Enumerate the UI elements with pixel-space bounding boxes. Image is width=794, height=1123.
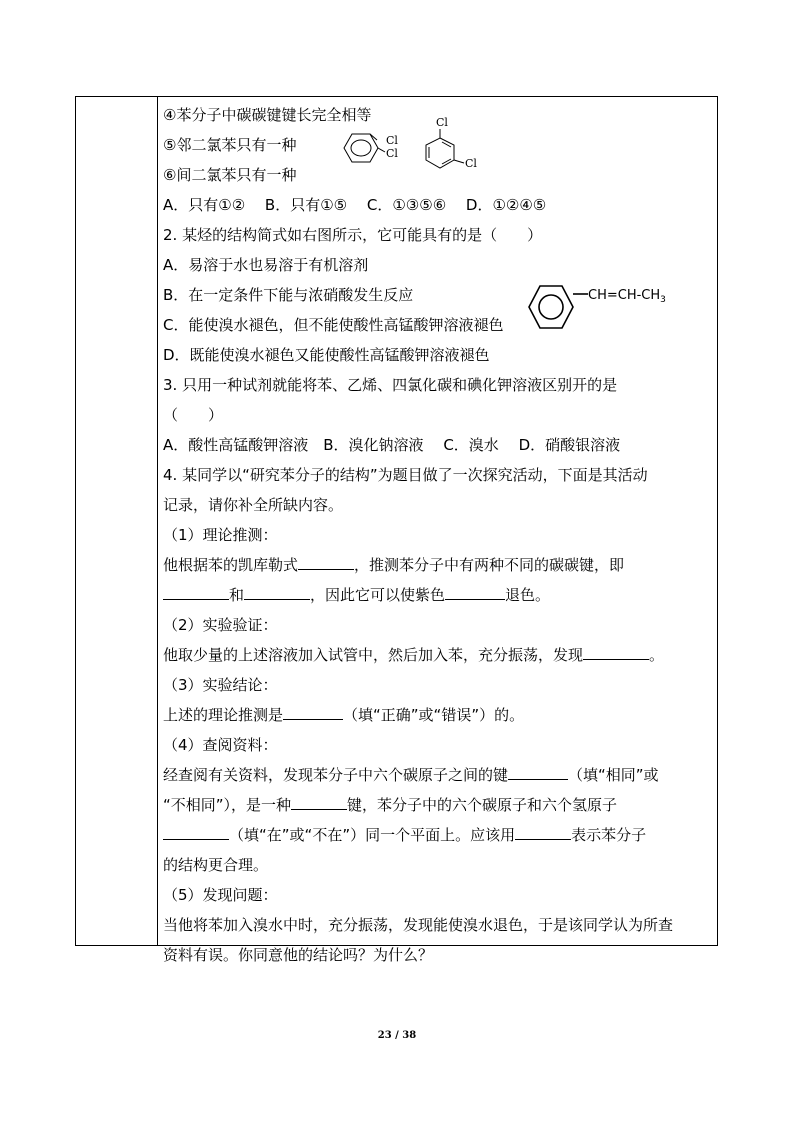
q4-line-5: 经查阅有关资料，发现苯分子中六个碳原子之间的键 （填“相同”或 [163,760,713,790]
q3-paren: （ ） [163,406,224,424]
q4-line-1: 他根据苯的凯库勒式 ，推测苯分子中有两种不同的碳碳键，即 [163,550,713,580]
q4-section-1: （1）理论推测： [163,526,278,544]
q2-option-a: A．易溶于水也易溶于有机溶剂 [163,256,369,274]
q4-line-8: 的结构更合理。 [163,856,269,874]
answer-blank [298,552,354,570]
q1-options: A．只有①② B．只有①⑤ C．①③⑤⑥ D．①②④⑤ [163,196,547,214]
q3-stem: 3. 只用一种试剂就能将苯、乙烯、四氯化碳和碘化钾溶液区别开的是 [163,376,618,394]
answer-blank [283,702,343,720]
q2-option-d: D．既能使溴水褪色又能使酸性高锰酸钾溶液褪色 [163,346,490,364]
text-line: ⑥间二氯苯只有一种 [163,166,297,184]
propenylbenzene-structure [528,280,678,334]
answer-blank [163,582,229,600]
q4-line-10: 资料有误。你同意他的结论吗？为什么？ [163,946,434,964]
q2-option-c: C．能使溴水褪色，但不能使酸性高锰酸钾溶液褪色 [163,316,504,334]
q4-line-9: 当他将苯加入溴水中时，充分振荡，发现能使溴水退色，于是该同学认为所查 [163,916,674,934]
answer-blank [244,582,310,600]
q4-section-2: （2）实验验证： [163,616,278,634]
q4-section-4: （4）查阅资料： [163,736,278,754]
q4-stem-cont: 记录，请你补全所缺内容。 [163,496,344,514]
answer-blank [583,642,649,660]
q2-option-b: B．在一定条件下能与浓硝酸发生反应 [163,286,414,304]
q4-stem: 4. 某同学以“研究苯分子的结构”为题目做了一次探究活动，下面是其活动 [163,466,648,484]
answer-blank [445,582,505,600]
answer-blank [515,822,571,840]
q4-line-3: 他取少量的上述溶液加入试管中，然后加入苯，充分振荡，发现 。 [163,640,713,670]
q4-line-4: 上述的理论推测是 （填“正确”或“错误”）的。 [163,700,713,730]
side-chain-formula: $CH=CH-CH_3$ [588,288,666,305]
text-line: ④苯分子中碳碳键键长完全相等 [163,106,372,124]
answer-blank [508,762,568,780]
chlorine-label-top: Cl [436,116,448,129]
ortho-dichlorobenzene-structure [340,128,410,170]
chlorine-label-1: Cl [386,134,398,147]
answer-blank [291,792,347,810]
q4-section-3: （3）实验结论： [163,676,278,694]
text-line: ⑤邻二氯苯只有一种 [163,136,297,154]
meta-dichlorobenzene-structure [418,114,488,174]
answer-blank [163,822,229,840]
q2-stem: 2. 某烃的结构简式如右图所示，它可能具有的是（ ） [163,226,543,244]
q4-line-2: 和 ，因此它可以使紫色 退色。 [163,580,713,610]
q4-line-6: “不相同”），是一种 键，苯分子中的六个碳原子和六个氢原子 [163,790,713,820]
chlorine-label-2: Cl [386,147,398,160]
q4-line-7: （填“在”或“不在”）同一个平面上。应该用 表示苯分子 [163,820,713,850]
question-content [163,100,713,970]
chlorine-label-right: Cl [465,157,477,170]
q3-options: A．酸性高锰酸钾溶液 B．溴化钠溶液 C．溴水 D．硝酸银溶液 [163,436,621,454]
q4-section-5: （5）发现问题： [163,886,278,904]
table-column-divider [157,96,158,946]
page-number: 23 / 38 [377,1030,417,1041]
